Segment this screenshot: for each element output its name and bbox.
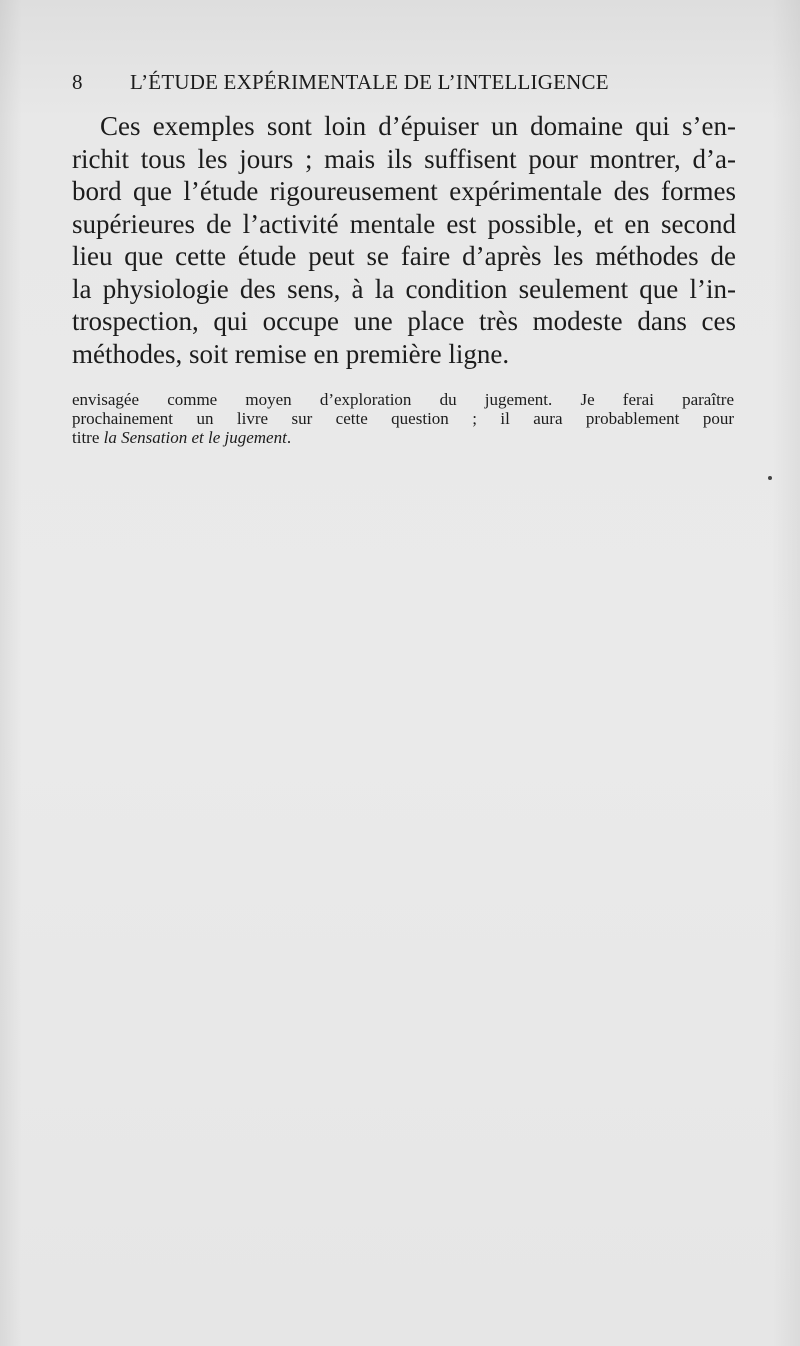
footnote-title-prefix: titre <box>72 428 104 447</box>
body-line: trospection, qui occupe une place très modeste dans ces <box>72 306 736 336</box>
body-line: méthodes, soit remise en première ligne. <box>72 338 510 369</box>
footnote-book-title: la Sensation et le jugement <box>103 428 287 447</box>
body-line: bord que l’étude rigoureusement expérimentale des formes <box>72 176 736 206</box>
ink-speck <box>768 476 772 480</box>
footnote <box>72 390 734 447</box>
page-header <box>72 70 676 100</box>
running-head: L’ÉTUDE EXPÉRIMENTALE DE L’INTELLIGENCE <box>130 70 609 94</box>
footnote-title-suffix: . <box>286 428 292 447</box>
footnote-line: prochainement un livre sur cette question ; il aura probablement pour <box>72 409 734 428</box>
body-line: richit tous les jours ; mais ils suffisent pour montrer, d’a- <box>72 143 736 174</box>
body-line: la physiologie des sens, à la condition seulement que l’in- <box>72 273 736 304</box>
footnote-line-last <box>72 428 734 447</box>
body-paragraph <box>72 110 736 370</box>
page-number: 8 <box>72 70 83 94</box>
body-line: lieu que cette étude peut se faire d’après les méthodes de <box>72 241 736 271</box>
body-line: supérieures de l’activité mentale est possible, et en second <box>72 208 736 239</box>
body-line: Ces exemples sont loin d’épuiser un domaine qui s’en- <box>100 111 736 141</box>
footnote-line: envisagée comme moyen d’exploration du jugement. Je ferai paraître <box>72 390 734 409</box>
